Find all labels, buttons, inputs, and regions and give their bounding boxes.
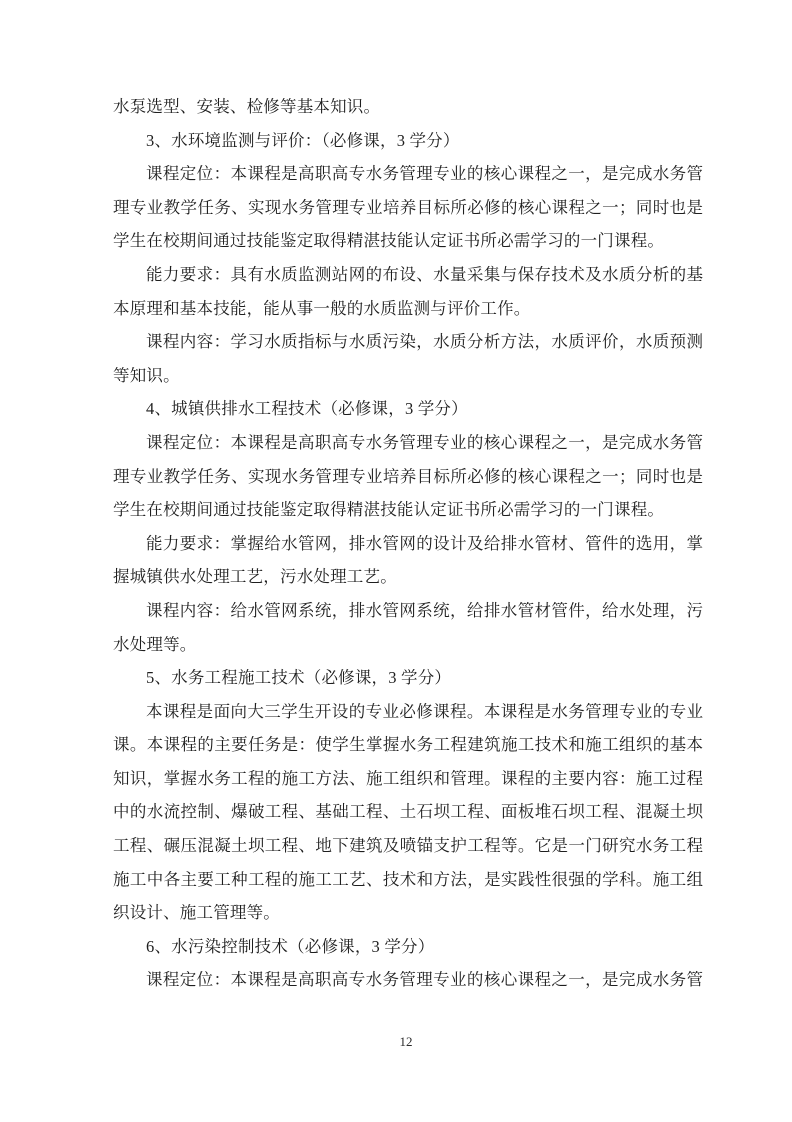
- page-number: 12: [399, 1034, 413, 1049]
- text-line: 本原理和基本技能，能从事一般的水质监测与评价工作。: [113, 298, 531, 318]
- text-line: 3、水环境监测与评价：（必修课，3 学分）: [146, 130, 460, 150]
- text-line: 能力要求：掌握给水管网，排水管网的设计及给排水管材、管件的选用，掌: [146, 533, 703, 553]
- text-line: 工程、碾压混凝土坝工程、地下建筑及喷锚支护工程等。它是一门研究水务工程: [113, 836, 703, 856]
- text-line: 4、城镇供排水工程技术（必修课，3 学分）: [146, 399, 468, 419]
- text-line: 理专业教学任务、实现水务管理专业培养目标所必修的核心课程之一；同时也是: [113, 197, 703, 217]
- text-line: 织设计、施工管理等。: [113, 903, 280, 923]
- text-line: 课。本课程的主要任务是：使学生掌握水务工程建筑施工技术和施工组织的基本: [113, 735, 703, 755]
- text-line: 课程定位：本课程是高职高专水务管理专业的核心课程之一，是完成水务管: [146, 432, 703, 452]
- text-line: 学生在校期间通过技能鉴定取得精湛技能认定证书所必需学习的一门课程。: [113, 231, 665, 251]
- text-line: 能力要求：具有水质监测站网的布设、水量采集与保存技术及水质分析的基: [146, 264, 703, 284]
- text-line: 知识，掌握水务工程的施工方法、施工组织和管理。课程的主要内容：施工过程: [113, 768, 703, 788]
- text-line: 课程定位：本课程是高职高专水务管理专业的核心课程之一，是完成水务管: [146, 164, 703, 184]
- text-line: 水处理等。: [113, 634, 197, 654]
- text-line: 水泵选型、安装、检修等基本知识。: [113, 97, 381, 116]
- text-line: 6、水污染控制技术（必修课，3 学分）: [146, 936, 435, 956]
- text-line: 课程定位：本课程是高职高专水务管理专业的核心课程之一，是完成水务管: [146, 970, 703, 990]
- text-line: 5、水务工程施工技术（必修课，3 学分）: [146, 668, 452, 688]
- text-line: 本课程是面向大三学生开设的专业必修课程。本课程是水务管理专业的专业: [146, 701, 703, 721]
- text-line: 中的水流控制、爆破工程、基础工程、土石坝工程、面板堆石坝工程、混凝土坝: [113, 802, 703, 822]
- text-line: 课程内容：学习水质指标与水质污染，水质分析方法，水质评价，水质预测: [146, 332, 703, 352]
- text-line: 施工中各主要工种工程的施工工艺、技术和方法，是实践性很强的学科。施工组: [113, 869, 703, 889]
- text-line: 握城镇供水处理工艺，污水处理工艺。: [113, 567, 397, 587]
- text-line: 理专业教学任务、实现水务管理专业培养目标所必修的核心课程之一；同时也是: [113, 466, 703, 486]
- text-line: 学生在校期间通过技能鉴定取得精湛技能认定证书所必需学习的一门课程。: [113, 500, 665, 520]
- document-body: [113, 90, 703, 997]
- text-line: 等知识。: [113, 365, 180, 385]
- text-line: 课程内容：给水管网系统，排水管网系统，给排水管材管件，给水处理，污: [146, 600, 703, 620]
